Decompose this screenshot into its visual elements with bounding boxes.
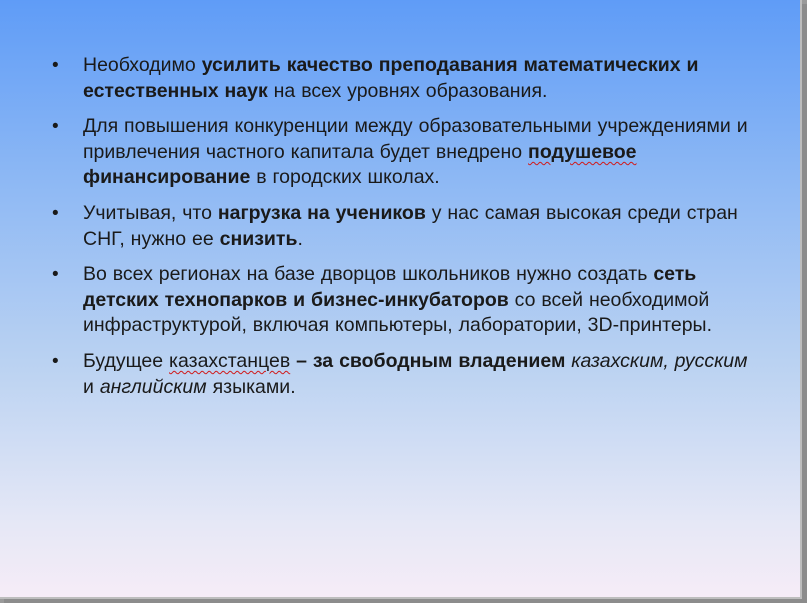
text-run: сеть детских технопарков и бизнес-инкубаторов — [83, 263, 697, 311]
slide-shadow-right — [802, 4, 807, 603]
text-run: казахстанцев — [169, 349, 291, 372]
bullet-item — [52, 114, 752, 191]
text-run: Необходимо — [83, 54, 202, 76]
bullet-text — [83, 54, 698, 102]
text-run: усилить качество преподавания математических и естественных наук — [83, 54, 699, 102]
text-run: у нас самая высокая среди стран СНГ, нужно ее — [83, 201, 738, 250]
text-run: на всех уровнях образования. — [267, 79, 548, 102]
text-run: английским — [99, 375, 207, 398]
bullet-dot-icon: • — [52, 116, 59, 138]
text-run: нагрузка на учеников — [217, 201, 426, 224]
bullet-dot-icon: • — [52, 264, 59, 286]
bullet-dot-icon: • — [52, 202, 59, 224]
text-run: . — [297, 227, 303, 250]
slide-shadow-bottom — [4, 599, 807, 603]
bullet-item — [52, 53, 752, 104]
text-run: финансирование — [83, 166, 251, 189]
bullet-text — [83, 263, 712, 336]
bullet-dot-icon: • — [52, 350, 59, 372]
bullet-text — [83, 202, 738, 250]
text-run: и — [83, 375, 100, 398]
bullet-item — [52, 349, 752, 400]
text-run: Будущее — [83, 349, 170, 372]
text-run: Для повышения конкуренции между образовательными учреждениями и привлечения частного капитала будет внедрено — [83, 115, 748, 163]
bullet-item — [52, 262, 752, 339]
text-run: Во всех регионах на базе дворцов школьников нужно создать — [83, 263, 654, 286]
text-run: подушевое — [528, 140, 637, 163]
text-run: снизить — [219, 227, 298, 250]
text-run: в городских школах. — [250, 166, 440, 189]
text-run: языками. — [206, 375, 296, 398]
bullet-dot-icon: • — [52, 55, 59, 76]
bullet-list — [52, 53, 752, 410]
text-run: казахским, русским — [571, 349, 748, 372]
bullet-text — [83, 350, 748, 398]
text-run: со всей необходимой инфраструктурой, включая компьютеры, лаборатории, 3D-принтеры. — [83, 288, 712, 337]
text-run: – за свободным владением — [290, 349, 566, 372]
bullet-text — [83, 115, 748, 188]
text-run: Учитывая, что — [83, 201, 218, 224]
bullet-item — [52, 201, 752, 252]
